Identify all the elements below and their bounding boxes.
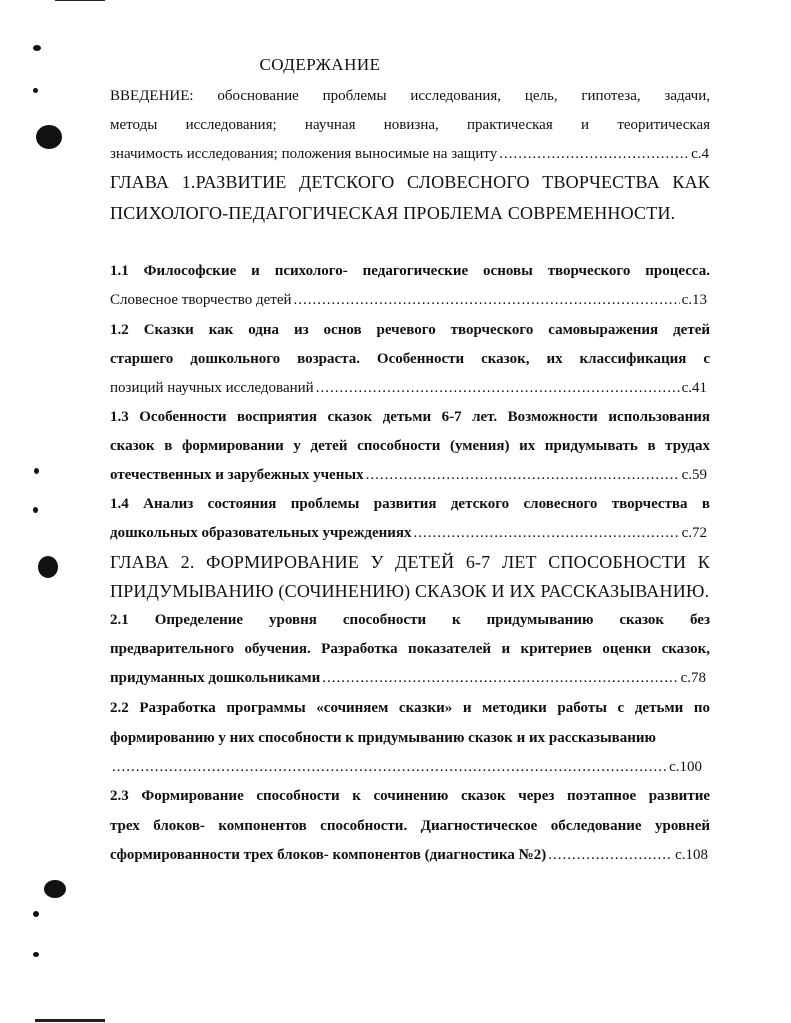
section-2-2-line-2: формированию у них способности к придумыванию сказок и их рассказыванию [110,730,657,746]
section-2-3-line-2: трех блоков- компонентов способности. Диагностическое обследование уровней [110,818,710,834]
section-2-1-line-2: предварительного обучения. Разработка показателей и критериев оценки сказок, [110,641,710,657]
section-1-2-page-number: с.41 [681,380,707,396]
section-1-3-line-2: сказок в формировании у детей способности (умения) их придумывать в трудах [110,438,710,454]
punch-hole-mark [33,952,39,957]
dot-leader [499,144,689,164]
section-2-3-page-number: с.108 [675,847,708,863]
scan-edge-bottom [35,1019,105,1022]
chapter-2-heading: ГЛАВА 2. ФОРМИРОВАНИЕ У ДЕТЕЙ 6-7 ЛЕТ СПОСОБНОСТИ К [110,552,710,572]
dot-leader [316,378,680,398]
punch-hole-mark [33,911,39,917]
dot-leader [294,290,680,310]
dot-leader [322,668,678,688]
punch-hole-mark [33,88,38,93]
chapter-1-heading: ГЛАВА 1.РАЗВИТИЕ ДЕТСКОГО СЛОВЕСНОГО ТВОРЧЕСТВА КАК [110,172,710,192]
section-1-1-page-number: с.13 [681,292,707,308]
section-1-4-text: дошкольных образовательных учреждениях [110,525,412,541]
punch-hole-mark [34,468,39,474]
section-1-4-page-number: с.72 [681,525,707,541]
section-2-2-page-number: с.100 [669,759,702,775]
intro-text: значимость исследования; положения выносимые на защиту [110,146,498,162]
section-2-3-text: сформированности трех блоков- компонентов (диагностика №2) [110,847,547,863]
section-2-1-line-1: 2.1 Определение уровня способности к придумыванию сказок без [110,612,710,628]
intro-line-3 [110,144,709,164]
section-1-2-line-3 [110,378,707,398]
dot-leader [112,757,667,777]
dot-leader [548,845,673,865]
punch-hole-mark [36,125,62,149]
section-1-4-line-2 [110,523,707,543]
punch-hole-mark [38,556,58,578]
section-2-2-line-1: 2.2 Разработка программы «сочиняем сказки» и методики работы с детьми по [110,700,710,716]
section-2-1-line-3 [110,668,706,688]
section-2-2-line-3 [110,757,702,777]
section-2-1-text: придуманных дошкольниками [110,670,321,686]
punch-hole-mark [33,507,38,513]
page-title: СОДЕРЖАНИЕ [259,55,381,74]
dot-leader [366,465,680,485]
intro-line-1: ВВЕДЕНИЕ: обоснование проблемы исследования, цель, гипотеза, задачи, [110,88,710,104]
section-1-3-text: отечественных и зарубежных ученых [110,467,364,483]
section-1-2-line-2: старшего дошкольного возраста. Особенности сказок, их классификация с [110,351,710,367]
intro-line-2: методы исследования; научная новизна, практическая и теоритическая [110,117,710,133]
section-1-2-line-1: 1.2 Сказки как одна из основ речевого творческого самовыражения детей [110,322,710,338]
intro-page-number: с.4 [691,146,709,162]
section-1-3-page-number: с.59 [681,467,707,483]
section-2-3-line-1: 2.3 Формирование способности к сочинению сказок через поэтапное развитие [110,788,710,804]
chapter-1-heading-cont: ПСИХОЛОГО-ПЕДАГОГИЧЕСКАЯ ПРОБЛЕМА СОВРЕМЕННОСТИ. [110,203,676,223]
dot-leader [414,523,680,543]
section-2-3-line-3 [110,845,708,865]
section-2-1-page-number: с.78 [680,670,706,686]
section-1-1-line-2 [110,290,707,310]
section-1-1-text: Словесное творчество детей [110,292,292,308]
chapter-2-heading-cont: ПРИДУМЫВАНИЮ (СОЧИНЕНИЮ) СКАЗОК И ИХ РАССКАЗЫВАНИЮ. [110,581,710,601]
section-1-4-line-1: 1.4 Анализ состояния проблемы развития детского словесного творчества в [110,496,710,512]
section-1-1-line-1: 1.1 Философские и психолого- педагогические основы творческого процесса. [110,263,710,279]
section-1-3-line-1: 1.3 Особенности восприятия сказок детьми 6-7 лет. Возможности использования [110,409,710,425]
punch-hole-mark [44,880,66,898]
punch-hole-mark [33,45,41,51]
section-1-3-line-3 [110,465,707,485]
section-1-2-text: позиций научных исследований [110,380,314,396]
scan-edge-top [55,0,105,1]
